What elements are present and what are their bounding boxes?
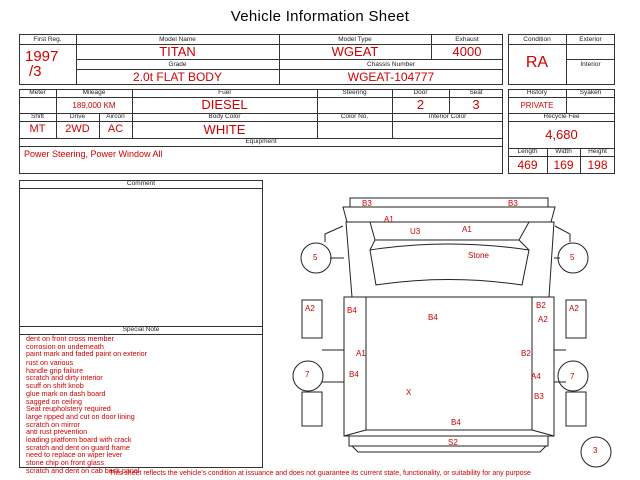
damage-b4-left-top: B4 (347, 306, 357, 315)
special-note-label: Special Note (122, 326, 160, 333)
body-color-value: WHITE (203, 122, 246, 137)
damage-a2-right-side: A2 (569, 304, 579, 313)
damage-b4-bottom: B4 (451, 418, 461, 427)
color-no-label: Color No. (340, 113, 369, 120)
damage-a4-right: A4 (531, 372, 541, 381)
chassis-label: Chassis Number (366, 61, 416, 68)
exterior-label: Exterior (579, 36, 602, 43)
special-note-item: scuff on shift knob (26, 381, 84, 391)
grade-label: Grade (168, 61, 187, 68)
damage-a1-mid: A1 (356, 349, 366, 358)
damage-b3-right-mid: B3 (534, 392, 544, 401)
special-note-item: scratch on mirror (26, 419, 80, 429)
history-label: History (526, 89, 548, 96)
width-label: Width (555, 148, 572, 155)
special-note-item: scratch and dirty interior (26, 373, 103, 383)
damage-stone: Stone (468, 251, 489, 260)
height-label: Height (588, 148, 607, 155)
mileage-label: Mileage (82, 89, 106, 96)
first-reg-month: /3 (29, 63, 42, 80)
equipment-value: Power Steering, Power Window All (24, 149, 163, 159)
damage-s2: S2 (448, 438, 458, 447)
damage-a2-left: A2 (305, 304, 315, 313)
model-name-label: Model Name (159, 36, 196, 43)
special-note-item: rust on various (26, 358, 74, 367)
body-color-label: Body Color (208, 113, 241, 120)
door-label: Door (413, 89, 428, 96)
equipment-label: Equipment (245, 138, 277, 145)
syaken-label: Syaken (579, 89, 602, 96)
special-note-item: stone chip on front glass (26, 458, 104, 468)
wheel-rear-right-score: 7 (570, 372, 575, 381)
special-note-item: sagged on ceiling (26, 396, 82, 406)
damage-b4-center: B4 (428, 313, 438, 322)
special-note-item: glue mark on dash board (26, 388, 106, 398)
chassis-value: WGEAT-104777 (347, 70, 435, 84)
height-value: 198 (587, 158, 608, 172)
recycle-fee-label: Recycle Fee (543, 113, 580, 120)
special-note-item: paint mark and faded paint on exterior (26, 349, 148, 359)
special-note-item: handle grip failure (26, 365, 84, 375)
length-label: Length (517, 148, 538, 155)
interior-label: Interior (580, 61, 601, 68)
seat-label: Seat (469, 89, 483, 96)
damage-x-mark: X (406, 388, 412, 397)
first-reg-label: First Reg. (33, 36, 62, 43)
damage-b4-left-mid: B4 (349, 370, 359, 379)
page-title: Vehicle Information Sheet (230, 8, 410, 25)
wheel-rear-left-score: 7 (305, 370, 310, 379)
special-note-item: scratch and dent on cab back panel (26, 465, 140, 475)
fuel-value: DIESEL (201, 97, 248, 112)
shift-value: MT (29, 123, 46, 135)
special-note-item: anti rust prevention (26, 427, 88, 437)
wheel-front-left-score: 5 (313, 253, 318, 262)
drive-value: 2WD (65, 123, 90, 135)
disclaimer-text: This sheet reflects the vehicle's condition at issuance and does not guarantee its current state, functionality, or suitability for any purpose (109, 470, 531, 477)
door-value: 2 (416, 97, 425, 112)
damage-b3-front-left: B3 (362, 199, 372, 208)
aircon-label: Aircon (106, 113, 125, 120)
damage-b2-right-top: B2 (536, 301, 546, 310)
special-note-item: loading platform board with crack (26, 435, 132, 444)
model-name-value: TITAN (159, 44, 196, 59)
damage-a1-windshield-left: A1 (384, 215, 394, 224)
shift-label: Shift (30, 113, 44, 120)
width-value: 169 (553, 158, 574, 172)
steering-label: Steering (342, 89, 367, 96)
spare-tire-score: 3 (593, 446, 598, 455)
damage-a1-windshield-right: A1 (462, 225, 472, 234)
grade-value: 2.0t FLAT BODY (133, 70, 222, 84)
fuel-label: Fuel (218, 89, 231, 96)
damage-a2-right: A2 (538, 315, 548, 324)
special-note-item: dent on front cross member (26, 334, 114, 343)
wheel-front-right-score: 5 (570, 253, 575, 262)
history-value: PRIVATE (520, 101, 554, 110)
mileage-value: 189,000 KM (72, 101, 116, 110)
damage-u3: U3 (410, 227, 421, 236)
condition-value: RA (525, 54, 549, 71)
comment-label: Comment (126, 180, 156, 187)
model-type-label: Model Type (338, 36, 372, 43)
special-note-item: corrosion on underneath (26, 341, 104, 351)
exhaust-label: Exhaust (455, 36, 479, 43)
special-note-item: scratch and dent on guard frame (26, 442, 130, 452)
drive-label: Drive (69, 113, 86, 120)
recycle-fee-value: 4,680 (545, 127, 578, 142)
special-note-item: need to replace on wiper lever (26, 450, 123, 460)
interior-color-label: Interior Color (428, 113, 467, 120)
aircon-value: AC (107, 123, 124, 135)
damage-b3-front-right: B3 (508, 199, 518, 208)
model-type-value: WGEAT (331, 44, 379, 59)
condition-label: Condition (523, 36, 551, 43)
meter-label: Meter (29, 89, 46, 96)
special-note-item: large ripped and cut on door lining (26, 411, 135, 421)
special-note-item: Seat reupholstery required (26, 404, 111, 414)
first-reg-year: 1997 (25, 48, 59, 65)
exhaust-value: 4000 (452, 44, 482, 59)
damage-b2-mid: B2 (521, 349, 531, 358)
seat-value: 3 (472, 97, 480, 112)
length-value: 469 (517, 158, 538, 172)
